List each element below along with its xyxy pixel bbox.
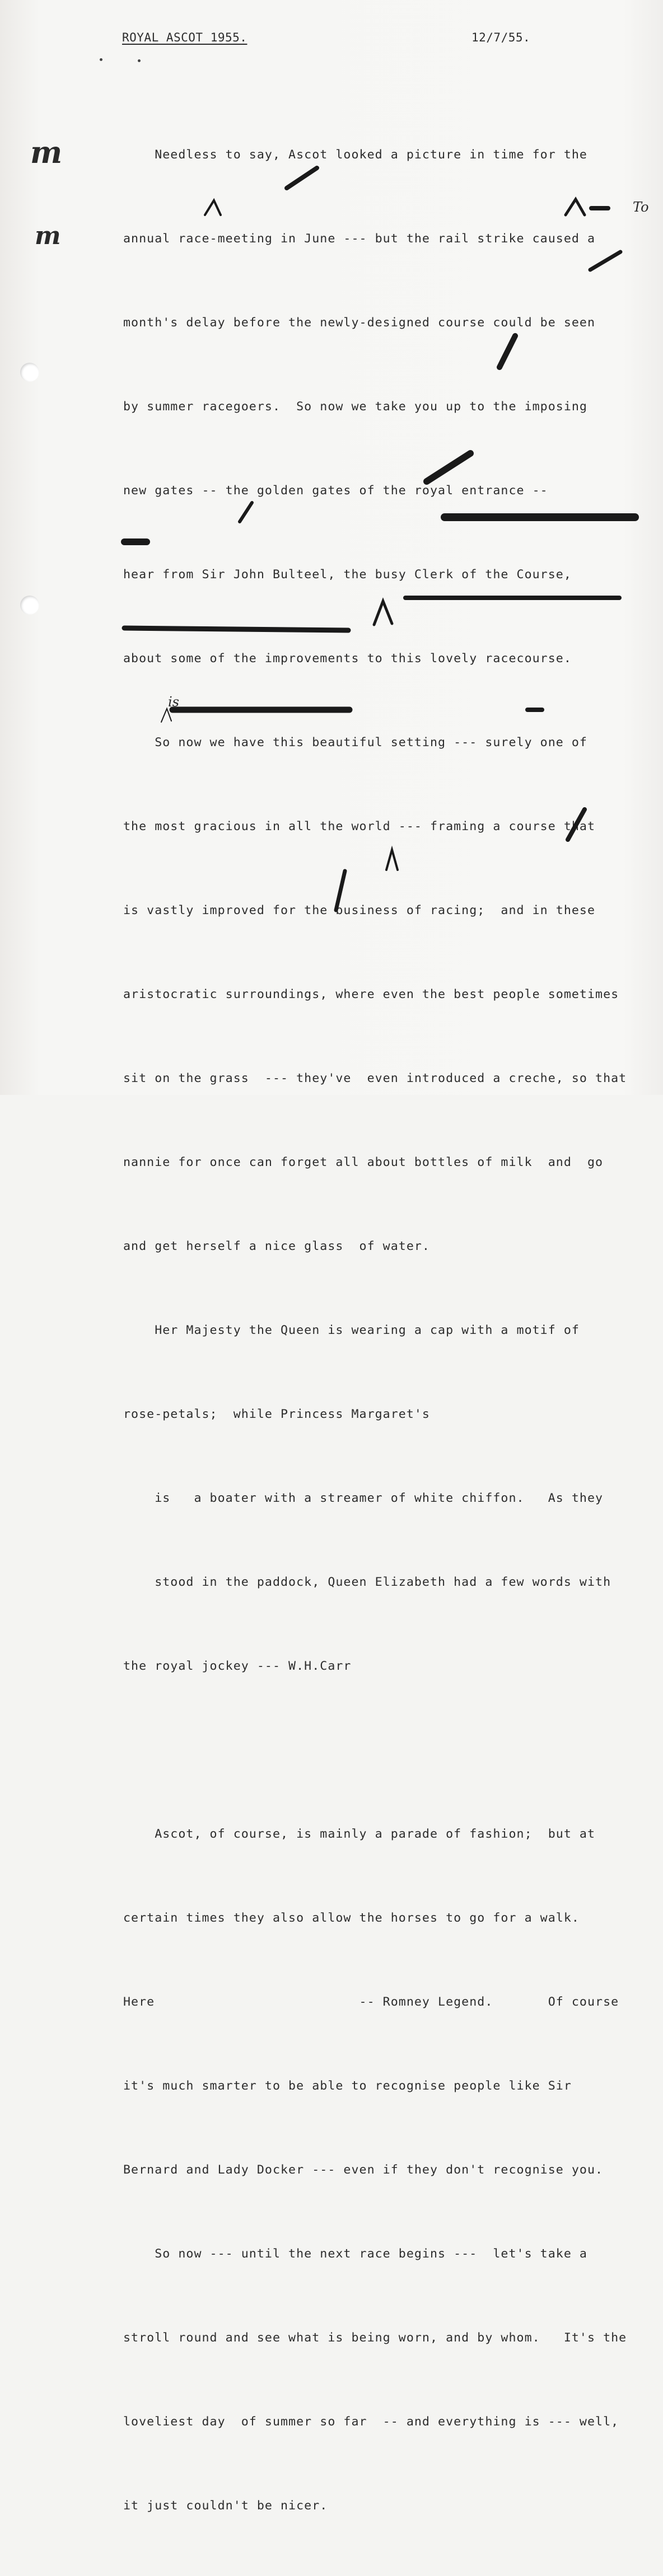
margin-mark: m — [30, 134, 59, 170]
text-line: hear from Sir John Bulteel, the busy Clerk of the Course, — [123, 568, 572, 582]
text-line: loveliest day of summer so far -- and everything is --- well, — [123, 2415, 619, 2429]
text-line: So now we have this beautiful setting --- surely one of — [123, 736, 587, 750]
text-line: Bernard and Lady Docker --- even if they don't recognise you. — [123, 2163, 604, 2177]
handwritten-insertion: To — [633, 199, 649, 215]
edit-caret — [386, 850, 398, 870]
edit-slash — [240, 503, 252, 522]
text-line: new gates -- the golden gates of the royal entrance -- — [123, 484, 548, 498]
text-line: Needless to say, Ascot looked a picture in time for the — [123, 148, 587, 162]
edit-slash — [499, 336, 515, 367]
text-line: Her Majesty the Queen is wearing a cap with a motif of — [123, 1323, 580, 1337]
text-line: the royal jockey --- W.H.Carr — [123, 1659, 352, 1673]
edit-slash — [336, 871, 345, 910]
text-line — [123, 1736, 661, 1764]
text-line: and get herself a nice glass of water. — [123, 1239, 430, 1253]
document-title: ROYAL ASCOT 1955. — [122, 31, 248, 44]
text-line: annual race-meeting in June --- but the rail strike caused a — [123, 232, 596, 246]
edit-slash — [590, 252, 620, 270]
edit-caret — [374, 601, 392, 625]
document-date: 12/7/55. — [471, 31, 531, 44]
text-line: is a boater with a streamer of white chiffon. As they — [123, 1491, 604, 1505]
edit-slash — [287, 168, 317, 188]
text-line: Ascot, of course, is mainly a parade of fashion; but at — [123, 1827, 596, 1841]
text-line: it just couldn't be nicer. — [123, 2499, 328, 2513]
margin-mark: m — [35, 222, 58, 250]
text-line: it's much smarter to be able to recognise people like Sir — [123, 2079, 572, 2093]
handwritten-edits — [0, 0, 663, 1095]
text-line: Here -- Romney Legend. Of course — [123, 1995, 619, 2009]
text-line: by summer racegoers. So now we take you up to the imposing — [123, 400, 587, 414]
handwritten-insertion: is — [168, 694, 179, 710]
edit-caret — [566, 199, 585, 215]
text-line: the most gracious in all the world --- framing a course that — [123, 819, 596, 833]
text-line: So now --- until the next race begins --- let's take a — [123, 2247, 587, 2261]
text-line: about some of the improvements to this lovely racecourse. — [123, 652, 572, 666]
edit-slash — [427, 453, 470, 481]
edit-caret — [205, 200, 221, 215]
edit-slash — [568, 809, 585, 840]
text-line: month's delay before the newly-designed course could be seen — [123, 316, 596, 330]
text-line: nannie for once can forget all about bottles of milk and go — [123, 1155, 604, 1169]
text-line: sit on the grass --- they've even introduced a creche, so that — [123, 1071, 627, 1085]
text-line: aristocratic surroundings, where even the best people sometimes — [123, 987, 619, 1001]
text-line: stood in the paddock, Queen Elizabeth had a few words with — [123, 1575, 611, 1589]
text-line: rose-petals; while Princess Margaret's — [123, 1407, 430, 1421]
text-line: certain times they also allow the horses to go for a walk. — [123, 1911, 580, 1925]
text-line: stroll round and see what is being worn, and by whom. It's the — [123, 2331, 627, 2345]
text-line: is vastly improved for the business of racing; and in these — [123, 903, 596, 917]
redaction-strike — [124, 628, 348, 630]
